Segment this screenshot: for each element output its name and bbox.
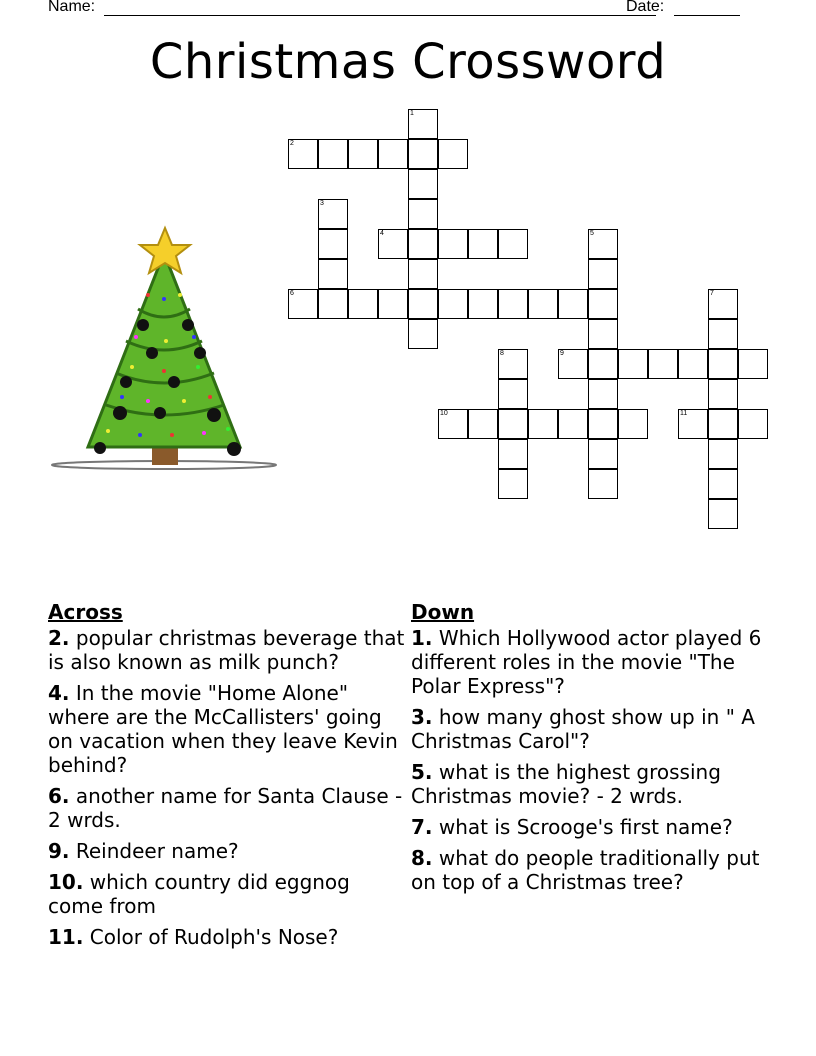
crossword-cell[interactable] [498,439,528,469]
clue-text: another name for Santa Clause - 2 wrds. [48,784,403,832]
cell-number: 7 [710,290,714,297]
cell-number: 11 [680,410,688,417]
cell-number: 9 [560,350,564,357]
clue-text: popular christmas beverage that is also known as milk punch? [48,626,405,674]
crossword-cell[interactable] [408,169,438,199]
crossword-cell[interactable] [588,229,618,259]
crossword-cell[interactable] [468,229,498,259]
crossword-cell[interactable] [498,349,528,379]
clue-text: what do people traditionally put on top of a Christmas tree? [411,846,760,894]
crossword-cell[interactable] [498,379,528,409]
christmas-tree-illustration [48,225,280,473]
clue-number: 8. [411,846,433,870]
crossword-cell[interactable] [708,499,738,529]
cell-number: 8 [500,350,504,357]
cell-number: 1 [410,110,414,117]
down-clue [411,626,771,698]
crossword-cell[interactable] [408,139,438,169]
crossword-cell[interactable] [708,439,738,469]
crossword-cell[interactable] [528,289,558,319]
clue-text: how many ghost show up in " A Christmas Carol"? [411,705,755,753]
crossword-cell[interactable] [318,139,348,169]
crossword-cell[interactable] [708,379,738,409]
crossword-cell[interactable] [438,409,468,439]
crossword-cell[interactable] [408,259,438,289]
crossword-cell[interactable] [588,409,618,439]
page-title: Christmas Crossword [149,34,667,90]
cell-number: 2 [290,140,294,147]
crossword-cell[interactable] [708,409,738,439]
crossword-cell[interactable] [588,289,618,319]
clue-number: 3. [411,705,433,729]
across-clue [48,784,408,832]
crossword-cell[interactable] [738,349,768,379]
crossword-cell[interactable] [498,409,528,439]
crossword-cell[interactable] [438,139,468,169]
crossword-cell[interactable] [408,199,438,229]
across-clue [48,870,408,918]
name-label: Name: [48,0,96,15]
clue-number: 4. [48,681,70,705]
clue-number: 11. [48,925,84,949]
crossword-cell[interactable] [708,319,738,349]
crossword-cell[interactable] [378,139,408,169]
crossword-cell[interactable] [318,229,348,259]
crossword-cell[interactable] [708,349,738,379]
crossword-cell[interactable] [708,289,738,319]
crossword-cell[interactable] [408,229,438,259]
across-clue [48,839,408,863]
down-heading: Down [411,600,475,624]
crossword-cell[interactable] [558,409,588,439]
crossword-cell[interactable] [348,289,378,319]
crossword-cell[interactable] [288,289,318,319]
crossword-cell[interactable] [588,259,618,289]
clue-text: Reindeer name? [75,839,239,863]
crossword-cell[interactable] [498,289,528,319]
crossword-cell[interactable] [738,409,768,439]
crossword-cell[interactable] [528,409,558,439]
clue-number: 5. [411,760,433,784]
clue-text: which country did eggnog come from [48,870,350,918]
crossword-cell[interactable] [378,229,408,259]
crossword-cell[interactable] [498,229,528,259]
crossword-cell[interactable] [588,439,618,469]
clue-text: In the movie "Home Alone" where are the McCallisters' going on vacation when they leave Kevin behind? [48,681,398,777]
crossword-cell[interactable] [558,349,588,379]
down-clue [411,815,771,839]
clue-text: what is the highest grossing Christmas movie? - 2 wrds. [411,760,721,808]
crossword-cell[interactable] [498,469,528,499]
cell-number: 3 [320,200,324,207]
crossword-cell[interactable] [408,289,438,319]
crossword-cell[interactable] [318,259,348,289]
crossword-cell[interactable] [678,409,708,439]
clue-text: Which Hollywood actor played 6 different roles in the movie "The Polar Express"? [411,626,762,698]
clue-number: 6. [48,784,70,808]
clue-number: 2. [48,626,70,650]
crossword-cell[interactable] [678,349,708,379]
clue-number: 9. [48,839,70,863]
crossword-cell[interactable] [318,199,348,229]
crossword-cell[interactable] [618,349,648,379]
crossword-cell[interactable] [588,469,618,499]
crossword-cell[interactable] [558,289,588,319]
date-label: Date: [626,0,665,15]
crossword-cell[interactable] [588,379,618,409]
crossword-cell[interactable] [588,349,618,379]
down-clue [411,705,771,753]
across-clues [48,600,408,956]
crossword-cell[interactable] [588,319,618,349]
across-clue [48,925,408,949]
crossword-cell[interactable] [708,469,738,499]
cell-number: 4 [380,230,384,237]
crossword-cell[interactable] [408,319,438,349]
crossword-cell[interactable] [618,409,648,439]
down-clues [411,600,771,901]
crossword-cell[interactable] [318,289,348,319]
crossword-cell[interactable] [348,139,378,169]
crossword-cell[interactable] [408,109,438,139]
cell-number: 5 [590,230,594,237]
across-clue [48,681,408,777]
crossword-cell[interactable] [468,409,498,439]
across-heading: Across [48,600,123,624]
crossword-cell[interactable] [438,229,468,259]
across-clue [48,626,408,674]
clue-text: Color of Rudolph's Nose? [89,925,339,949]
down-clue [411,760,771,808]
crossword-cell[interactable] [438,289,468,319]
crossword-cell[interactable] [468,289,498,319]
clue-number: 7. [411,815,433,839]
cell-number: 10 [440,410,448,417]
clue-number: 1. [411,626,433,650]
down-clue [411,846,771,894]
cell-number: 6 [290,290,294,297]
crossword-cell[interactable] [648,349,678,379]
crossword-cell[interactable] [288,139,318,169]
clue-text: what is Scrooge's first name? [438,815,733,839]
clue-number: 10. [48,870,84,894]
crossword-cell[interactable] [378,289,408,319]
